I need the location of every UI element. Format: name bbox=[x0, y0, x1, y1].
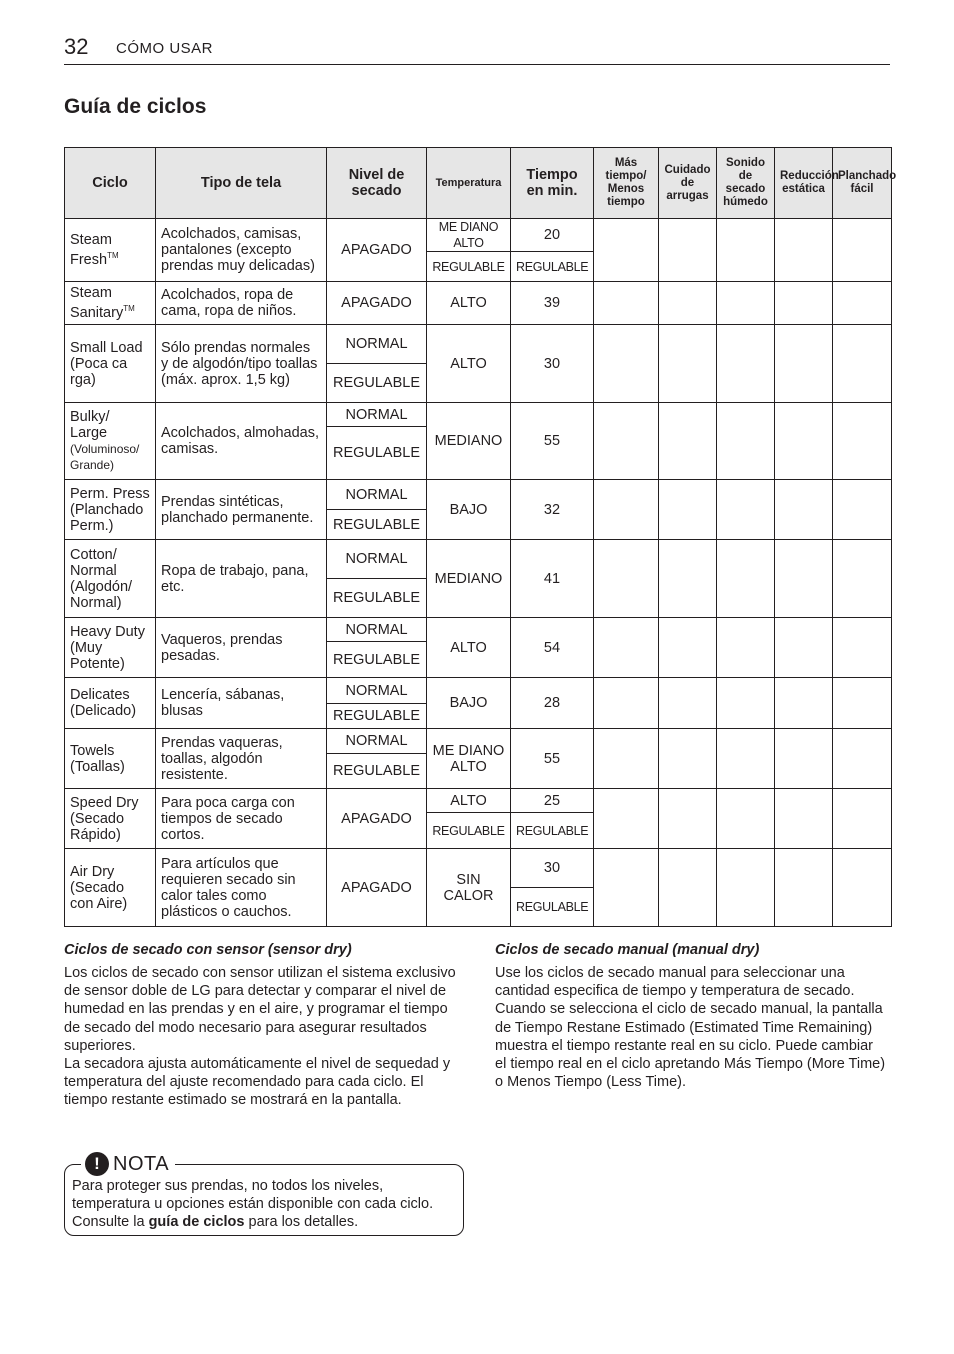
option-cell bbox=[775, 282, 833, 325]
header-more-less-time: Más tiempo/ Menos tiempo bbox=[594, 148, 659, 219]
option-cell bbox=[594, 325, 659, 403]
cycle-cell: Heavy Duty (Muy Potente) bbox=[65, 618, 156, 678]
option-cell bbox=[659, 849, 717, 927]
temperature-cell: ALTO bbox=[427, 789, 511, 813]
cycle-cell: Cotton/ Normal (Algodón/ Normal) bbox=[65, 540, 156, 618]
temperature-cell: REGULABLE bbox=[427, 813, 511, 849]
option-cell bbox=[659, 789, 717, 849]
option-cell bbox=[659, 480, 717, 540]
header-cycle: Ciclo bbox=[65, 148, 156, 219]
dry-level-cell: APAGADO bbox=[327, 282, 427, 325]
option-cell bbox=[833, 219, 892, 282]
cycle-cell: Towels (Toallas) bbox=[65, 729, 156, 789]
temperature-cell: MEDIANO bbox=[427, 540, 511, 618]
table-row bbox=[65, 540, 892, 579]
time-cell: REGULABLE bbox=[511, 813, 594, 849]
option-cell bbox=[775, 540, 833, 618]
option-cell bbox=[659, 540, 717, 618]
header-static-reduction: Reducción estática bbox=[775, 148, 833, 219]
option-cell bbox=[717, 403, 775, 480]
header-damp-dry-signal: Sonido de secado húmedo bbox=[717, 148, 775, 219]
time-cell: 20 bbox=[511, 219, 594, 252]
page-number: 32 bbox=[64, 34, 89, 59]
option-cell bbox=[833, 849, 892, 927]
option-cell bbox=[775, 849, 833, 927]
option-cell bbox=[659, 678, 717, 729]
table-row bbox=[65, 480, 892, 510]
cycle-cell: Steam Sanitary™ bbox=[65, 282, 156, 325]
option-cell bbox=[594, 540, 659, 618]
option-cell bbox=[775, 219, 833, 282]
option-cell bbox=[594, 282, 659, 325]
table-row bbox=[65, 403, 892, 427]
option-cell bbox=[833, 729, 892, 789]
dry-level-cell: NORMAL bbox=[327, 480, 427, 510]
temperature-cell: ME DIANO ALTO bbox=[427, 219, 511, 252]
manual-dry-heading: Ciclos de secado manual (manual dry) bbox=[495, 942, 760, 958]
note-header bbox=[81, 1152, 175, 1176]
option-cell bbox=[659, 219, 717, 282]
option-cell bbox=[594, 480, 659, 540]
fabric-cell: Sólo prendas normales y de algodón/tipo toallas (máx. aprox. 1,5 kg) bbox=[156, 325, 327, 403]
dry-level-cell: NORMAL bbox=[327, 540, 427, 579]
fabric-cell: Acolchados, camisas, pantalones (excepto prendas muy delicadas) bbox=[156, 219, 327, 282]
time-cell: 39 bbox=[511, 282, 594, 325]
temperature-cell: ALTO bbox=[427, 618, 511, 678]
time-cell: REGULABLE bbox=[511, 252, 594, 282]
table-row bbox=[65, 789, 892, 813]
option-cell bbox=[659, 403, 717, 480]
option-cell bbox=[594, 618, 659, 678]
manual-dry-section bbox=[495, 942, 887, 1091]
manual-dry-paragraph: Use los ciclos de secado manual para seleccionar una cantidad especifica de tiempo y temperatura de secado. Cuando se selecciona el ciclo de secado manual, la pantalla de Tiempo Restane Estimado (Estimated Time Remaining) muestra el tiempo restante real en su ciclo. Puede cambiar el tiempo real en el ciclo apretando Más Tiempo (More Time) o Menos Tiempo (Less Time). bbox=[495, 965, 886, 1091]
page-title: Guía de ciclos bbox=[64, 95, 207, 118]
option-cell bbox=[717, 480, 775, 540]
header-time: Tiempo en min. bbox=[511, 148, 594, 219]
fabric-cell: Lencería, sábanas, blusas bbox=[156, 678, 327, 729]
fabric-cell: Para poca carga con tiempos de secado cortos. bbox=[156, 789, 327, 849]
cycle-cell: Small Load (Poca ca rga) bbox=[65, 325, 156, 403]
temperature-cell: SIN CALOR bbox=[427, 849, 511, 927]
option-cell bbox=[775, 789, 833, 849]
sensor-dry-section bbox=[64, 942, 456, 1110]
option-cell bbox=[717, 849, 775, 927]
table-row bbox=[65, 325, 892, 364]
temperature-cell: BAJO bbox=[427, 480, 511, 540]
dry-level-cell: REGULABLE bbox=[327, 579, 427, 618]
option-cell bbox=[594, 403, 659, 480]
option-cell bbox=[717, 282, 775, 325]
option-cell bbox=[775, 729, 833, 789]
dry-level-cell: APAGADO bbox=[327, 849, 427, 927]
table-row bbox=[65, 729, 892, 754]
dry-level-cell: NORMAL bbox=[327, 729, 427, 754]
table-row bbox=[65, 849, 892, 888]
table-row bbox=[65, 219, 892, 252]
dry-level-cell: REGULABLE bbox=[327, 754, 427, 789]
header-wrinkle-care: Cuidado de arrugas bbox=[659, 148, 717, 219]
cycle-guide-reference: guía de ciclos bbox=[148, 1214, 245, 1230]
option-cell bbox=[775, 618, 833, 678]
cycle-cell: Bulky/ Large (Voluminoso/ Grande) bbox=[65, 403, 156, 480]
option-cell bbox=[717, 678, 775, 729]
temperature-cell: ALTO bbox=[427, 325, 511, 403]
cycle-cell: Speed Dry (Secado Rápido) bbox=[65, 789, 156, 849]
cycle-cell: Steam Fresh™ bbox=[65, 219, 156, 282]
option-cell bbox=[659, 325, 717, 403]
option-cell bbox=[833, 480, 892, 540]
option-cell bbox=[594, 219, 659, 282]
fabric-cell: Acolchados, ropa de cama, ropa de niños. bbox=[156, 282, 327, 325]
dry-level-cell: REGULABLE bbox=[327, 704, 427, 729]
cycle-cell: Perm. Press (Planchado Perm.) bbox=[65, 480, 156, 540]
temperature-cell: ME DIANO ALTO bbox=[427, 729, 511, 789]
temperature-cell: REGULABLE bbox=[427, 252, 511, 282]
time-cell: 55 bbox=[511, 729, 594, 789]
dry-level-cell: REGULABLE bbox=[327, 364, 427, 403]
option-cell bbox=[717, 729, 775, 789]
cycle-cell: Air Dry (Secado con Aire) bbox=[65, 849, 156, 927]
time-cell: 41 bbox=[511, 540, 594, 618]
header-fabric: Tipo de tela bbox=[156, 148, 327, 219]
time-cell: 32 bbox=[511, 480, 594, 540]
fabric-cell: Prendas sintéticas, planchado permanente. bbox=[156, 480, 327, 540]
dry-level-cell: NORMAL bbox=[327, 403, 427, 427]
fabric-cell: Prendas vaqueras, toallas, algodón resistente. bbox=[156, 729, 327, 789]
dry-level-cell: REGULABLE bbox=[327, 427, 427, 480]
section-title: CÓMO USAR bbox=[116, 40, 214, 57]
temperature-cell: BAJO bbox=[427, 678, 511, 729]
sensor-dry-heading: Ciclos de secado con sensor (sensor dry) bbox=[64, 942, 352, 958]
option-cell bbox=[833, 789, 892, 849]
temperature-cell: ALTO bbox=[427, 282, 511, 325]
time-cell: 25 bbox=[511, 789, 594, 813]
option-cell bbox=[594, 789, 659, 849]
dry-level-cell: APAGADO bbox=[327, 219, 427, 282]
option-cell bbox=[659, 618, 717, 678]
table-row bbox=[65, 678, 892, 704]
cycle-cell: Delicates (Delicado) bbox=[65, 678, 156, 729]
header-temperature: Temperatura bbox=[427, 148, 511, 219]
option-cell bbox=[775, 325, 833, 403]
option-cell bbox=[833, 325, 892, 403]
fabric-cell: Acolchados, almohadas, camisas. bbox=[156, 403, 327, 480]
note-box bbox=[64, 1152, 464, 1236]
fabric-cell: Vaqueros, prendas pesadas. bbox=[156, 618, 327, 678]
time-cell: 55 bbox=[511, 403, 594, 480]
option-cell bbox=[717, 219, 775, 282]
option-cell bbox=[717, 789, 775, 849]
table-header-row bbox=[65, 148, 892, 219]
option-cell bbox=[594, 678, 659, 729]
time-cell: 30 bbox=[511, 325, 594, 403]
dry-level-cell: NORMAL bbox=[327, 678, 427, 704]
time-cell: 30 bbox=[511, 849, 594, 888]
dry-level-cell: NORMAL bbox=[327, 325, 427, 364]
dry-level-cell: NORMAL bbox=[327, 618, 427, 642]
exclamation-icon: ! bbox=[85, 1152, 109, 1176]
header-dry-level: Nivel de secado bbox=[327, 148, 427, 219]
option-cell bbox=[594, 849, 659, 927]
sensor-dry-paragraph-1: Los ciclos de secado con sensor utilizan el sistema exclusivo de sensor doble de LG para detectar y comparar el nivel de humedad en las prendas y en el aire, y programar el tiempo de secado del modo necesario para asegurar resultados superiores. La secadora ajusta automáticamente el nivel de sequedad y temperatura del ajuste recomendado para cada ciclo. El tiempo restante estimado se mostrará en la pantalla. bbox=[64, 965, 456, 1109]
temperature-cell: MEDIANO bbox=[427, 403, 511, 480]
option-cell bbox=[833, 678, 892, 729]
dry-level-cell: REGULABLE bbox=[327, 510, 427, 540]
table-row bbox=[65, 618, 892, 642]
option-cell bbox=[833, 282, 892, 325]
header-easy-iron: Planchado fácil bbox=[833, 148, 892, 219]
option-cell bbox=[594, 729, 659, 789]
dry-level-cell: APAGADO bbox=[327, 789, 427, 849]
time-cell: 54 bbox=[511, 618, 594, 678]
option-cell bbox=[833, 618, 892, 678]
option-cell bbox=[717, 618, 775, 678]
cycle-guide-table bbox=[64, 147, 897, 927]
page-header bbox=[64, 34, 890, 65]
fabric-cell: Ropa de trabajo, pana, etc. bbox=[156, 540, 327, 618]
option-cell bbox=[775, 403, 833, 480]
option-cell bbox=[775, 480, 833, 540]
table-row bbox=[65, 282, 892, 325]
dry-level-cell: REGULABLE bbox=[327, 642, 427, 678]
note-label: NOTA bbox=[113, 1152, 170, 1175]
option-cell bbox=[659, 282, 717, 325]
note-text: Para proteger sus prendas, no todos los niveles, temperatura u opciones están disponible con cada ciclo. Consulte la guía de ciclos para los detalles. bbox=[72, 1178, 434, 1230]
fabric-cell: Para artículos que requieren secado sin calor tales como plásticos o cauchos. bbox=[156, 849, 327, 927]
sensor-dry-paragraph-2: La secadora ajusta automáticamente el nivel de sequedad y temperatura del ajuste recomendado para cada ciclo. El tiempo restante estimado se mostrará en la pantalla. bbox=[64, 1056, 451, 1109]
option-cell bbox=[659, 729, 717, 789]
time-cell: 28 bbox=[511, 678, 594, 729]
option-cell bbox=[833, 403, 892, 480]
option-cell bbox=[833, 540, 892, 618]
option-cell bbox=[717, 325, 775, 403]
time-cell: REGULABLE bbox=[511, 888, 594, 927]
option-cell bbox=[717, 540, 775, 618]
option-cell bbox=[775, 678, 833, 729]
